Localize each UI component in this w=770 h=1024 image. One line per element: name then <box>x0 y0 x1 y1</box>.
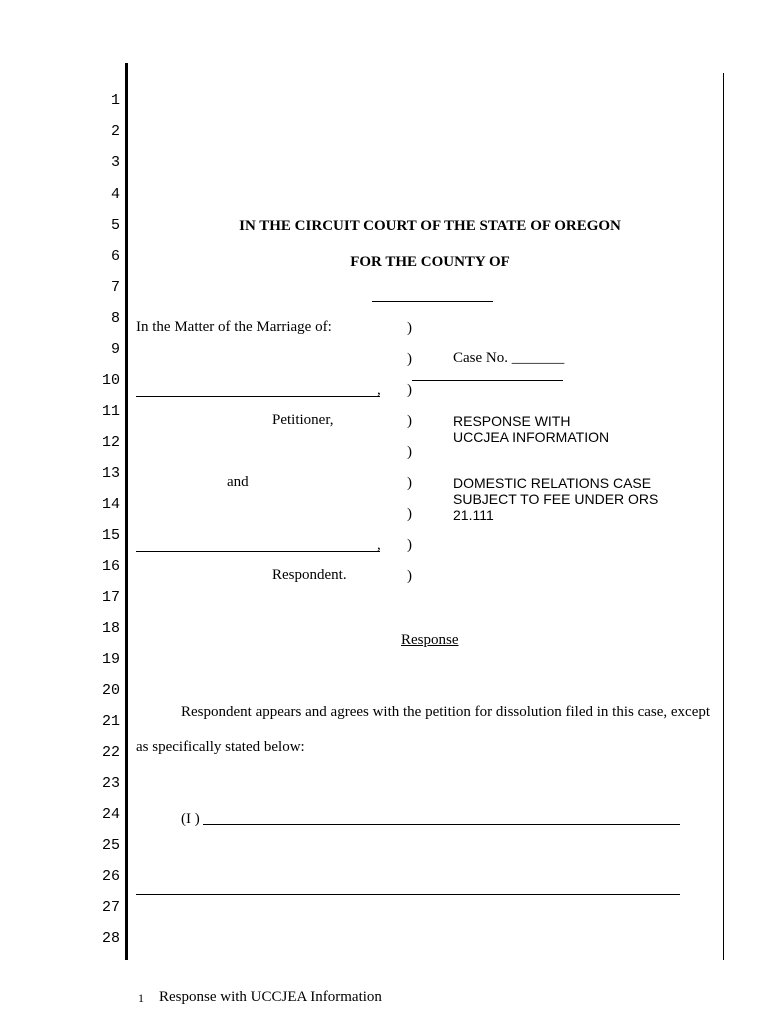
respondent-name-line[interactable] <box>136 551 380 552</box>
line-number: 8 <box>110 310 120 327</box>
caption-paren: ) <box>407 413 412 429</box>
continuation-blank-line[interactable] <box>136 894 680 895</box>
item-label: (I ) <box>181 811 200 827</box>
line-number: 21 <box>101 713 120 730</box>
caption-paren: ) <box>407 537 412 553</box>
court-title: IN THE CIRCUIT COURT OF THE STATE OF OREGON <box>239 218 621 234</box>
line-number: 14 <box>101 496 120 513</box>
fee-notice-line1: DOMESTIC RELATIONS CASE <box>453 475 652 491</box>
line-number: 18 <box>101 620 120 637</box>
line-number: 25 <box>101 837 120 854</box>
line-number: 1 <box>110 92 120 109</box>
caption-comma: , <box>377 537 381 553</box>
line-number: 23 <box>101 775 120 792</box>
line-number: 10 <box>101 372 120 389</box>
line-number: 24 <box>101 806 120 823</box>
line-number: 20 <box>101 682 120 699</box>
footer-title: Response with UCCJEA Information <box>159 989 382 1005</box>
body-paragraph-line1: Respondent appears and agrees with the petition for dissolution filed in this case, except <box>181 704 711 720</box>
line-number: 22 <box>101 744 120 761</box>
case-number-line[interactable] <box>412 380 563 381</box>
line-number: 4 <box>110 186 120 203</box>
petitioner-name-line[interactable] <box>136 396 380 397</box>
item-blank-line[interactable] <box>203 824 680 825</box>
matter-label: In the Matter of the Marriage of: <box>136 319 332 335</box>
fee-notice <box>453 475 658 523</box>
line-number: 17 <box>101 589 120 606</box>
caption-paren: ) <box>407 568 412 584</box>
caption-comma: , <box>377 382 381 398</box>
line-number: 3 <box>110 154 120 171</box>
line-number: 28 <box>101 930 120 947</box>
caption-paren: ) <box>407 506 412 522</box>
case-number-label: Case No. _______ <box>453 350 565 366</box>
petitioner-label: Petitioner, <box>272 412 334 428</box>
caption-paren: ) <box>407 444 412 460</box>
line-number: 7 <box>110 279 120 296</box>
line-number: 13 <box>101 465 120 482</box>
line-number: 11 <box>101 403 120 420</box>
and-label: and <box>227 474 249 490</box>
caption-paren: ) <box>407 351 412 367</box>
line-number: 15 <box>101 527 120 544</box>
county-title: FOR THE COUNTY OF <box>350 254 510 270</box>
caption-paren: ) <box>407 475 412 491</box>
county-blank-line[interactable] <box>372 301 493 302</box>
body-paragraph-line2: as specifically stated below: <box>136 739 305 755</box>
line-number: 16 <box>101 558 120 575</box>
response-heading: Response <box>401 632 459 648</box>
line-number: 9 <box>110 341 120 358</box>
fee-notice-line3: 21.111 <box>453 507 494 523</box>
document-title-line1: RESPONSE WITH <box>453 413 571 429</box>
line-number: 5 <box>110 217 120 234</box>
line-number: 27 <box>101 899 120 916</box>
line-number: 12 <box>101 434 120 451</box>
line-number: 19 <box>101 651 120 668</box>
right-margin-rule <box>723 73 724 960</box>
line-number: 2 <box>110 123 120 140</box>
caption-paren: ) <box>407 382 412 398</box>
document-title-line2: UCCJEA INFORMATION <box>453 429 610 445</box>
document-title <box>453 413 609 445</box>
footer-page-number: 1 <box>138 991 144 1005</box>
fee-notice-line2: SUBJECT TO FEE UNDER ORS <box>453 491 659 507</box>
line-number: 6 <box>110 248 120 265</box>
caption-paren: ) <box>407 320 412 336</box>
left-margin-rule <box>125 63 128 960</box>
respondent-label: Respondent. <box>272 567 347 583</box>
line-number: 26 <box>101 868 120 885</box>
